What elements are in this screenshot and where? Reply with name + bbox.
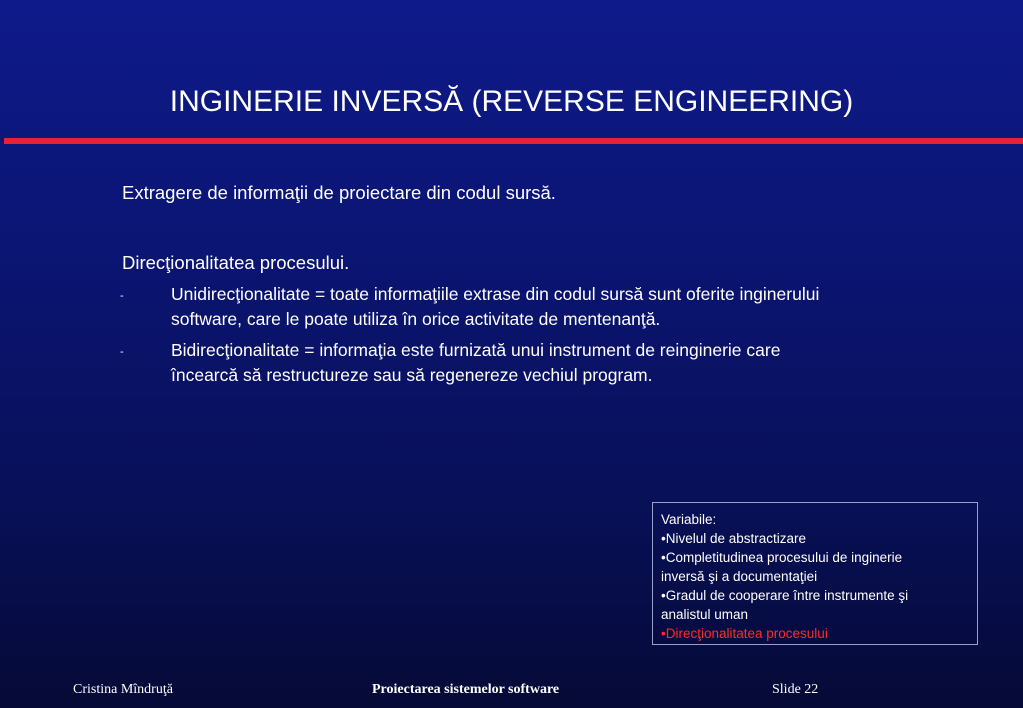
variable-item: •Completitudinea procesului de inginerie bbox=[661, 550, 903, 565]
bullet-unidirectional bbox=[171, 282, 971, 332]
title-divider bbox=[4, 138, 1023, 144]
bullet-line: software, care le poate utiliza în orice activitate de mentenanţă. bbox=[171, 309, 661, 329]
intro-paragraph: Extragere de informaţii de proiectare din codul sursă. bbox=[122, 182, 556, 203]
variable-item: •Gradul de cooperare între instrumente şi bbox=[661, 588, 909, 603]
footer-course: Proiectarea sistemelor software bbox=[372, 682, 560, 697]
bullet-bidirectional bbox=[171, 338, 971, 388]
footer-author: Cristina Mîndruţă bbox=[73, 682, 173, 697]
bullet-line: Bidirecţionalitate = informaţia este furnizată unui instrument de reinginerie care bbox=[171, 340, 781, 360]
bullet-marker: - bbox=[120, 346, 124, 358]
variable-item: •Nivelul de abstractizare bbox=[661, 531, 807, 546]
variable-item: analistul uman bbox=[661, 607, 749, 622]
bullet-line: încearcă să restructureze sau să regenereze vechiul program. bbox=[171, 365, 653, 385]
variable-item-highlighted: •Direcţionalitatea procesului bbox=[661, 626, 828, 641]
bullet-marker: - bbox=[120, 290, 124, 302]
variable-item: inversă şi a documentaţiei bbox=[661, 569, 818, 584]
variables-box bbox=[652, 502, 978, 645]
bullet-line: Unidirecţionalitate = toate informaţiile extrase din codul sursă sunt oferite inginerului bbox=[171, 284, 820, 304]
directionality-heading: Direcţionalitatea procesului. bbox=[122, 252, 350, 273]
slide-title: INGINERIE INVERSĂ (REVERSE ENGINEERING) bbox=[169, 85, 854, 118]
variables-heading: Variabile: bbox=[661, 512, 717, 527]
footer-slide-number: Slide 22 bbox=[772, 682, 819, 697]
